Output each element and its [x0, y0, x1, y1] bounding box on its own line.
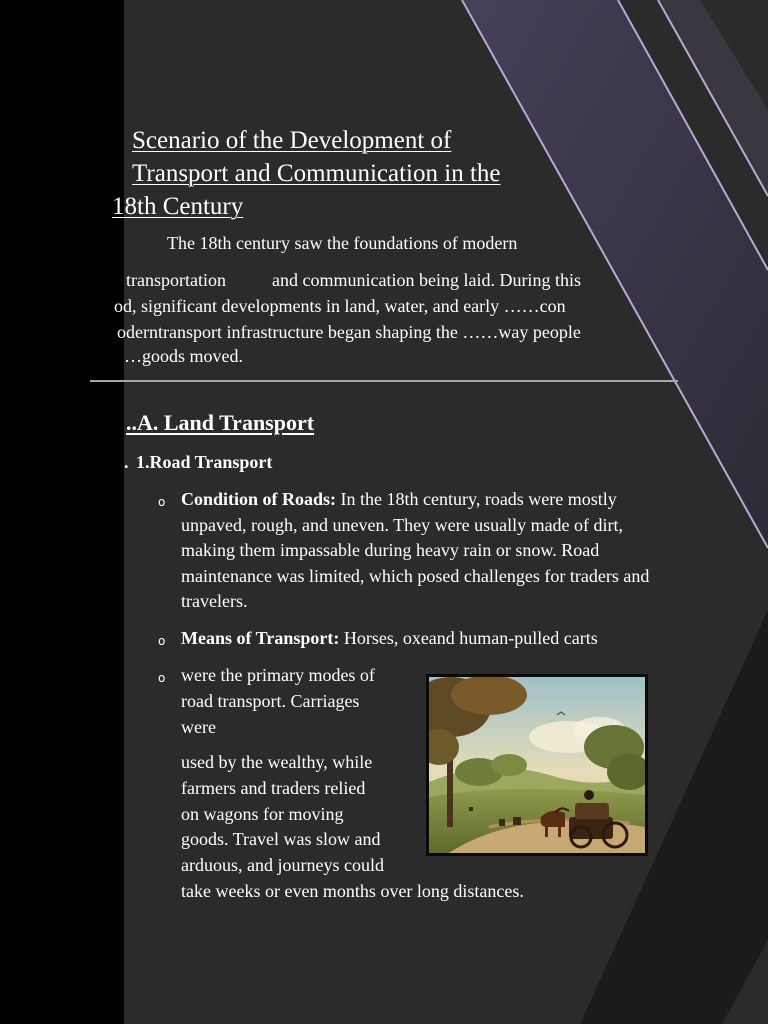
continuation-line-9: take weeks or even months over long distances.: [181, 881, 524, 901]
intro-line-2b: and communication being laid. During this: [272, 270, 581, 290]
continuation-line-4: used by the wealthy, while: [181, 752, 373, 772]
bullet-label: Condition of Roads:: [181, 489, 337, 509]
continuation-line-5: farmers and traders relied: [181, 778, 366, 798]
intro-line-5: …goods moved.: [124, 346, 243, 366]
continuation-line-7: goods. Travel was slow and: [181, 829, 381, 849]
bullet-marker-2: o: [158, 634, 166, 648]
intro-line-1: The 18th century saw the foundations of modern: [167, 233, 518, 253]
bullet-means-of-transport: [181, 626, 598, 650]
bullet-text: Horses, oxeand human-pulled carts: [339, 628, 598, 648]
continuation-line-6: on wagons for moving: [181, 804, 344, 824]
intro-line-2a: transportation: [126, 270, 226, 290]
title-line-1: Scenario of the Development of: [132, 127, 452, 154]
bullet-condition-of-roads: [181, 487, 681, 615]
landscape-picture-icon: [429, 677, 645, 853]
bullet-marker-3: o: [158, 671, 166, 685]
bullet-label: Means of Transport:: [181, 628, 340, 648]
continuation-line-8: arduous, and journeys could: [181, 855, 384, 875]
subheading-road-transport: 1.Road Transport: [136, 452, 273, 472]
horizontal-divider: [90, 380, 678, 382]
section-heading-land-transport: ..A. Land Transport: [126, 410, 315, 435]
horse-carriage-illustration: [426, 674, 648, 856]
continuation-line-2: road transport. Carriages: [181, 691, 360, 711]
title-line-2: Transport and Communication in the: [132, 160, 501, 187]
intro-line-4: oderntransport infrastructure began shaping the ……way people: [117, 322, 581, 342]
subheading-prefix: .: [124, 452, 129, 472]
continuation-line-1: were the primary modes of: [181, 665, 375, 685]
bullet-text: In the 18th century, roads were mostly unpaved, rough, and uneven. They were usually made of dirt, making them impassable during heavy rain or snow. Road maintenance was limited, which posed challenges for traders and travelers.: [181, 489, 650, 612]
title-line-3: 18th Century: [112, 193, 244, 220]
intro-line-3: od, significant developments in land, water, and early ……con: [114, 296, 566, 316]
bullet-marker-1: o: [158, 495, 166, 509]
continuation-line-3: were: [181, 717, 216, 737]
